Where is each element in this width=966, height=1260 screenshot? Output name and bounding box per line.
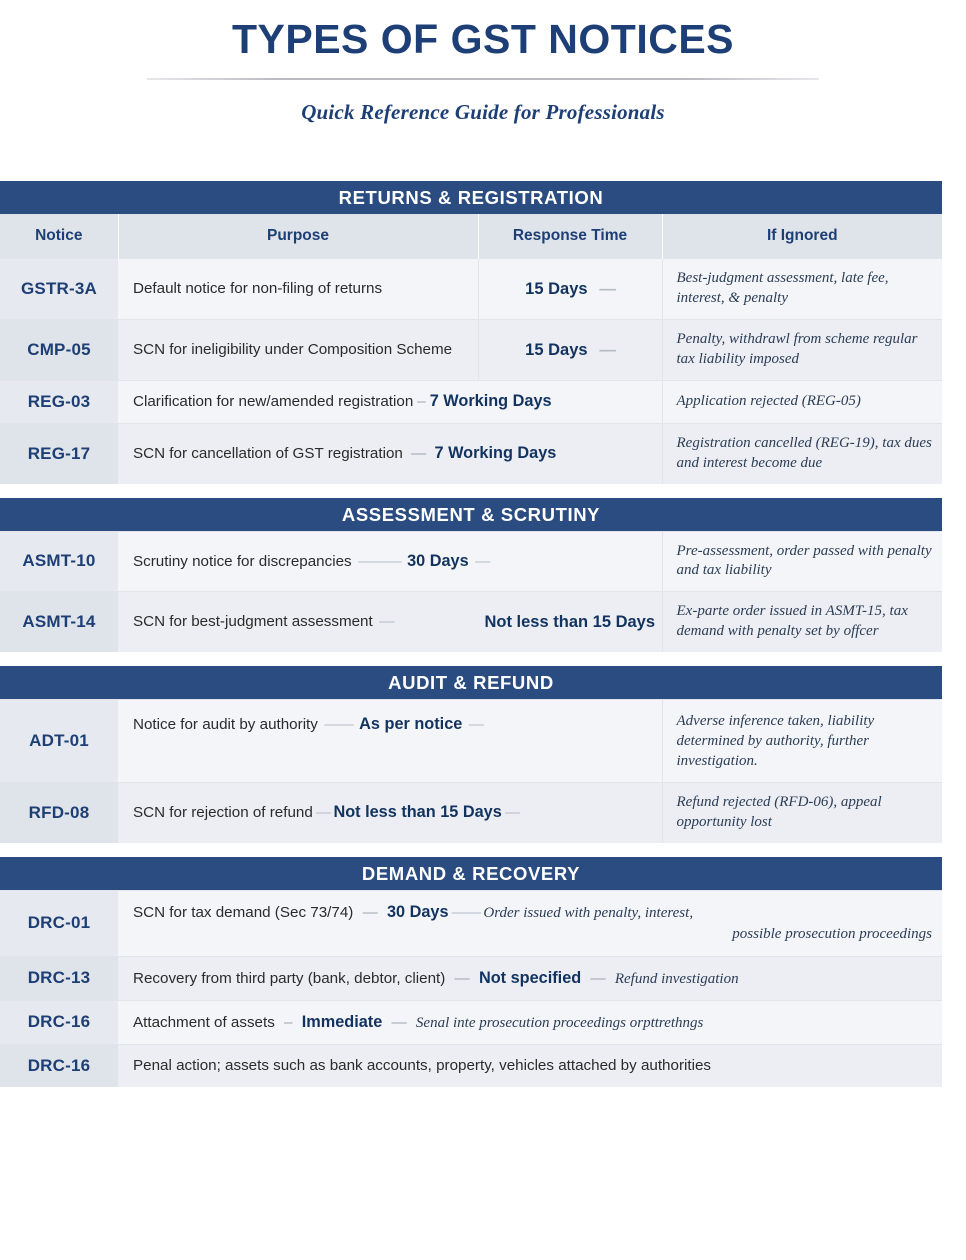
cell-if-ignored: Pre-assessment, order passed with penalty and tax liability [662,531,942,592]
cell-if-ignored: Ex-parte order issued in ASMT-15, tax demand with penalty set by offcer [662,592,942,652]
table-row [0,1045,942,1087]
cell-notice: DRC-16 [0,1000,118,1044]
cell-if-ignored: Registration cancelled (REG-19), tax dues and interest become due [662,423,942,483]
cell-if-ignored: Refund rejected (RFD-06), appeal opportunity lost [662,783,942,843]
cell-notice: GSTR-3A [0,259,118,320]
cell-purpose: SCN for rejection of refund [133,804,313,822]
table-row [0,783,942,843]
section-audit-refund [0,666,942,843]
dash-connector-icon: — [462,716,483,734]
cell-notice: REG-17 [0,423,118,483]
page-subtitle: Quick Reference Guide for Professionals [301,100,665,125]
cell-purpose: Clarification for new/amended registration [133,392,414,410]
cell-row-content [118,1000,942,1044]
cell-response-time: 7 Working Days [429,391,552,410]
table-row [0,592,942,652]
column-header-purpose: Purpose [118,214,478,259]
section-header-audit-refund: AUDIT & REFUND [0,666,942,699]
table-row [0,531,942,592]
cell-row-content [118,890,942,956]
table-audit-refund [0,699,942,843]
purpose-text: SCN for best-judgment assessment [133,613,373,631]
dash-connector-icon: — [468,552,490,570]
cell-response-time [478,319,662,380]
response-time-value: 15 Days [525,340,588,359]
dash-connector-icon: – [417,392,426,410]
cell-notice: ADT-01 [0,700,118,783]
page-title: TYPES OF GST NOTICES [231,16,735,62]
cell-if-ignored: Refund investigation [614,970,739,987]
cell-row-content [118,956,942,1000]
table-row [0,700,942,783]
cell-purpose-response [118,423,662,483]
cell-notice: DRC-01 [0,890,118,956]
page-header [0,0,966,125]
dash-connector-icon: — [592,340,615,359]
cell-response-time: Not specified [478,968,582,987]
cell-if-ignored: Adverse inference taken, liability determined by authority, further investigation. [662,700,942,783]
table-row [0,890,942,956]
cell-notice: RFD-08 [0,783,118,843]
cell-purpose: Attachment of assets [133,1013,275,1031]
column-header-response-time: Response Time [478,214,662,259]
table-header-row [0,214,942,259]
dash-connector-icon: — [586,969,610,987]
cell-purpose: SCN for ineligibility under Composition Scheme [118,319,478,380]
cell-response-time: 30 Days [386,902,449,921]
cell-purpose: Penal action; assets such as bank accounts, property, vehicles attached by authorities [133,1057,712,1075]
dash-connector-icon: — [387,1013,411,1031]
dash-connector-icon: —— [317,716,360,734]
cell-response-time: 7 Working Days [434,443,557,462]
cell-response-time: 30 Days [407,551,469,570]
section-header-assessment-scrutiny: ASSESSMENT & SCRUTINY [0,498,942,531]
dash-connector-icon: — [358,903,382,921]
dash-connector-icon: — [372,613,394,631]
cell-purpose-response [118,700,662,783]
cell-if-ignored: Application rejected (REG-05) [662,380,942,423]
cell-purpose: Scrutiny notice for discrepancies [133,552,352,570]
sections-container [0,181,966,1087]
cell-purpose-response [118,783,662,843]
cell-response-time: As per notice [359,715,463,734]
cell-purpose-response [118,531,662,592]
cell-purpose: Recovery from third party (bank, debtor, client) [133,969,446,987]
cell-purpose: SCN for tax demand (Sec 73/74) [133,903,354,921]
cell-if-ignored: Order issued with penalty, interest, [483,904,694,921]
column-header-if-ignored: If Ignored [662,214,942,259]
cell-purpose: SCN for cancellation of GST registration [133,444,403,462]
cell-notice: CMP-05 [0,319,118,380]
cell-notice: ASMT-14 [0,592,118,652]
cell-row-content [118,1045,942,1087]
table-row [0,423,942,483]
cell-purpose-response [118,380,662,423]
table-row [0,259,942,320]
cell-notice: DRC-13 [0,956,118,1000]
dash-connector-icon: — [450,969,474,987]
cell-purpose: Default notice for non-filing of returns [118,259,478,320]
dash-connector-icon: ——— [351,552,408,570]
dash-connector-icon: —— [448,903,484,921]
dash-connector-icon: — [592,279,615,298]
cell-if-ignored-line2: possible prosecution proceedings [732,926,932,943]
cell-if-ignored: Best-judgment assessment, late fee, interest, & penalty [662,259,942,320]
dash-connector-icon: – [279,1013,297,1031]
dash-connector-icon: — [312,804,334,822]
cell-response-time: Not less than 15 Days [478,592,662,652]
cell-response-time: Immediate [301,1012,383,1031]
cell-response-time [478,259,662,320]
dash-connector-icon: — [501,804,520,822]
cell-if-ignored: Senal inte prosecution proceedings orpttrethngs [415,1014,704,1031]
cell-notice: ASMT-10 [0,531,118,592]
table-assessment-scrutiny [0,531,942,653]
table-row [0,1000,942,1044]
table-row [0,956,942,1000]
section-header-returns-registration: RETURNS & REGISTRATION [0,181,942,214]
cell-notice: REG-03 [0,380,118,423]
response-time-value: 15 Days [525,279,588,298]
cell-response-time: Not less than 15 Days [333,803,502,822]
cell-purpose [118,592,478,652]
dash-connector-icon: — [406,444,431,462]
section-returns-registration [0,181,942,483]
section-demand-recovery [0,857,942,1087]
table-returns-registration [0,214,942,483]
table-demand-recovery [0,890,942,1087]
section-header-demand-recovery: DEMAND & RECOVERY [0,857,942,890]
section-assessment-scrutiny [0,498,942,653]
cell-notice: DRC-16 [0,1045,118,1087]
cell-purpose: Notice for audit by authority [133,716,318,734]
cell-if-ignored: Penalty, withdrawl from scheme regular tax liability imposed [662,319,942,380]
table-row [0,319,942,380]
column-header-notice: Notice [0,214,118,259]
table-row [0,380,942,423]
